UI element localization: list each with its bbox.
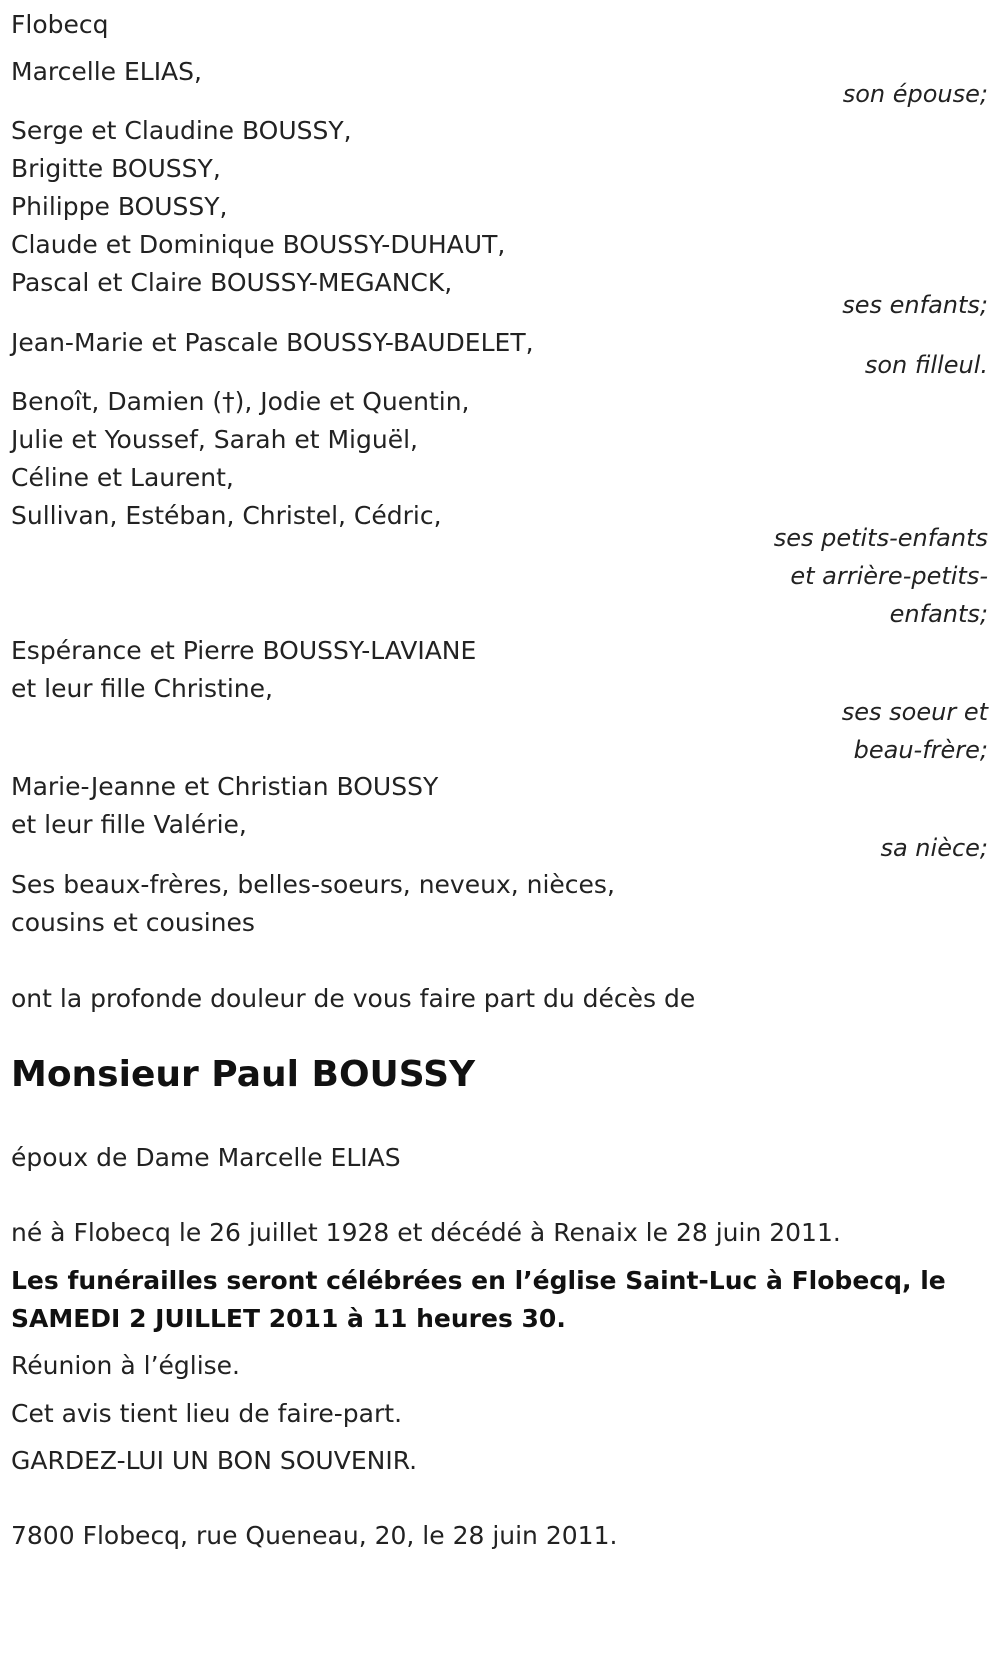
notice-line: Cet avis tient lieu de faire-part. (11, 1399, 403, 1428)
family-name-line: Sullivan, Estéban, Christel, Cédric, (11, 501, 442, 530)
relation-label: son épouse; (842, 80, 988, 108)
family-name-line: Espérance et Pierre BOUSSY-LAVIANE (11, 636, 477, 665)
family-name-line: Céline et Laurent, (11, 463, 234, 492)
birth-death-line: né à Flobecq le 26 juillet 1928 et décédé à Renaix le 28 juin 2011. (11, 1218, 841, 1247)
family-name-line: Philippe BOUSSY, (11, 192, 228, 221)
family-name-line: Serge et Claudine BOUSSY, (11, 116, 352, 145)
family-name-line: Pascal et Claire BOUSSY-MEGANCK, (11, 268, 453, 297)
relation-label: et arrière-petits- (790, 562, 988, 590)
memory-line: GARDEZ-LUI UN BON SOUVENIR. (11, 1446, 418, 1475)
address-line: 7800 Flobecq, rue Queneau, 20, le 28 juin 2011. (11, 1521, 618, 1550)
family-name-line: Jean-Marie et Pascale BOUSSY-BAUDELET, (11, 328, 534, 357)
family-name-line: Brigitte BOUSSY, (11, 154, 221, 183)
relation-label: ses soeur et (841, 698, 988, 726)
relation-label: sa nièce; (880, 834, 988, 862)
family-name-line: Marcelle ELIAS, (11, 57, 202, 86)
family-name-line: et leur fille Valérie, (11, 810, 247, 839)
spouse-line: époux de Dame Marcelle ELIAS (11, 1143, 401, 1172)
relation-label: son filleul. (864, 351, 988, 379)
city-header: Flobecq (11, 10, 109, 39)
family-name-line: Ses beaux-frères, belles-soeurs, neveux, nièces, (11, 870, 615, 899)
funeral-line: SAMEDI 2 JUILLET 2011 à 11 heures 30. (11, 1304, 566, 1333)
family-name-line: cousins et cousines (11, 908, 255, 937)
deceased-name: Monsieur Paul BOUSSY (11, 1054, 476, 1095)
relation-label: beau-frère; (853, 736, 988, 764)
relation-label: ses enfants; (842, 291, 988, 319)
announcement-text: ont la profonde douleur de vous faire part du décès de (11, 984, 696, 1013)
family-name-line: Marie-Jeanne et Christian BOUSSY (11, 772, 439, 801)
family-name-line: Julie et Youssef, Sarah et Miguël, (11, 425, 418, 454)
family-name-line: et leur fille Christine, (11, 674, 273, 703)
relation-label: enfants; (889, 600, 988, 628)
family-name-line: Benoît, Damien (†), Jodie et Quentin, (11, 387, 470, 416)
relation-label: ses petits-enfants (773, 524, 988, 552)
funeral-line: Les funérailles seront célébrées en l’église Saint-Luc à Flobecq, le (11, 1266, 946, 1295)
family-name-line: Claude et Dominique BOUSSY-DUHAUT, (11, 230, 506, 259)
meeting-line: Réunion à l’église. (11, 1351, 241, 1380)
